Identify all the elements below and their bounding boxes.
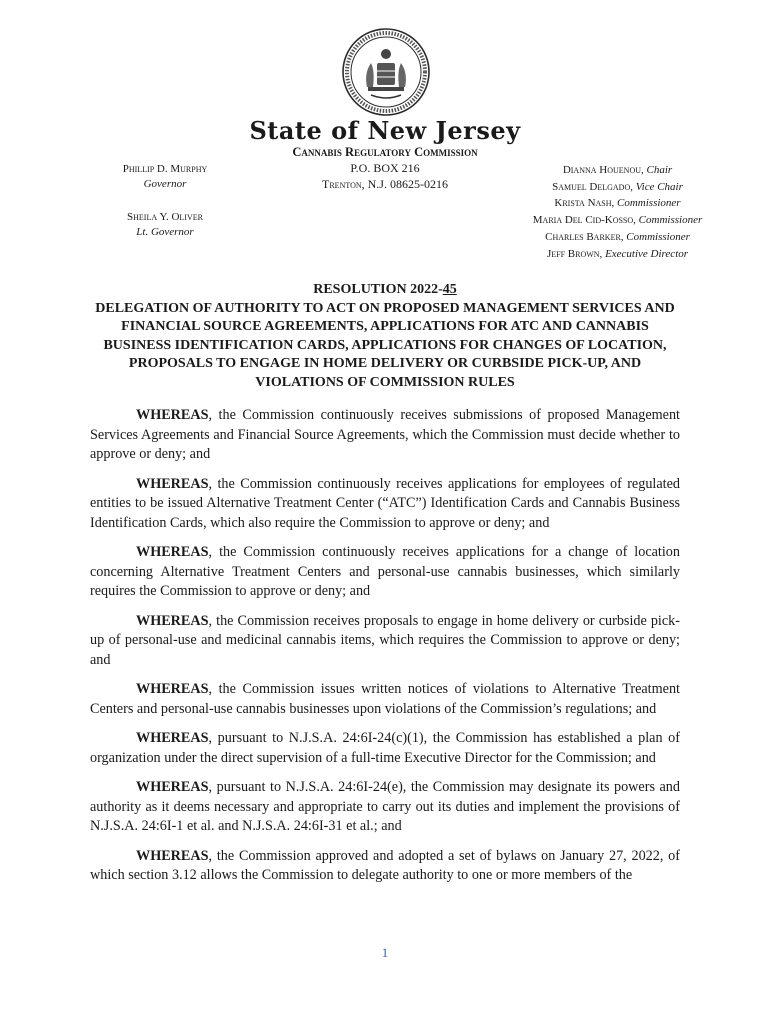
commissioner-line: Samuel Delgado, Vice Chair	[552, 180, 683, 193]
left-officials	[90, 162, 240, 240]
resolution-body	[90, 406, 680, 896]
commissioner-line: Charles Barker, Commissioner	[545, 230, 690, 243]
whereas-paragraph: WHEREAS, the Commission issues written notices of violations to Alternative Treatment Centers and personal-use cannabis businesses upon violations of the Commission’s regulations; and	[90, 681, 680, 717]
commissioner-line: Maria Del Cid-Kosso, Commissioner	[532, 214, 703, 227]
whereas-paragraph: WHEREAS, the Commission continuously receives submissions of proposed Management Services Agreements and Financial Source Agreements, which the Commission must decide whether to approve or deny; and	[90, 407, 680, 462]
whereas-paragraph: WHEREAS, pursuant to N.J.S.A. 24:6I-24(c)(1), the Commission has established a plan of organization under the direct supervision of a full-time Executive Director for the Commission; and	[90, 730, 680, 766]
commissioner-line: Dianna Houenou, Chair	[562, 164, 673, 176]
official-name: Phillip D. Murphy	[122, 163, 208, 175]
whereas-paragraph: WHEREAS, the Commission continuously receives applications for a change of location concerning Alternative Treatment Centers and personal-use cannabis businesses, which similarly requires the Commission to approve or deny; and	[90, 544, 680, 599]
page-number: 1	[381, 945, 389, 960]
whereas-paragraph: WHEREAS, the Commission continuously receives applications for employees of regulated entities to be issued Alternative Treatment Center (“ATC”) Identification Cards and Cannabis Business Identification Cards, which also require the Commission to approve or deny; and	[90, 475, 680, 531]
state-title: State of New Jersey	[249, 116, 521, 145]
commissioners-list	[525, 162, 710, 262]
whereas-paragraph: WHEREAS, the Commission receives proposals to engage in home delivery or curbside pick-up of personal-use and medicinal cannabis items, which requires the Commission to approve or deny; and	[90, 612, 680, 668]
whereas-paragraph: WHEREAS, the Commission approved and adopted a set of bylaws on January 27, 2022, of which section 3.12 allows the Commission to delegate authority to one or more members of the	[90, 847, 680, 883]
resolution-title: DELEGATION OF AUTHORITY TO ACT ON PROPOSED MANAGEMENT SERVICES AND FINANCIAL SOURCE AGREEMENTS, APPLICATIONS FOR ATC AND CANNABIS BUSINESS IDENTIFICATION CARDS, APPLICATIONS FOR CHANGES OF LOCATION, PROPOSALS TO ENGAGE IN HOME DELIVERY OR CURBSIDE PICK-UP, AND VIOLATIONS OF COMMISSION RULES	[95, 300, 675, 390]
commissioner-line: Jeff Brown, Executive Director	[546, 247, 689, 260]
whereas-paragraph: WHEREAS, pursuant to N.J.S.A. 24:6I-24(e), the Commission may designate its powers and authority as it deems necessary and appropriate to carry out its duties and implement the provisions of N.J.S.A. 24:6I-1 et al. and N.J.S.A. 24:6I-31 et al.; and	[90, 779, 680, 834]
official-role: Lt. Governor	[136, 226, 194, 238]
agency-address-line1: P.O. BOX 216	[350, 161, 420, 175]
agency-address-line2: Trenton, N.J. 08625-0216	[322, 177, 448, 191]
agency-header	[235, 144, 535, 192]
official-name: Sheila Y. Oliver	[127, 211, 203, 223]
resolution-heading	[90, 281, 680, 393]
resolution-number: RESOLUTION 2022-45	[313, 282, 457, 297]
agency-name: Cannabis Regulatory Commission	[292, 145, 478, 159]
official-role: Governor	[143, 178, 187, 190]
state-seal-icon	[341, 27, 431, 117]
commissioner-line: Krista Nash, Commissioner	[554, 197, 681, 210]
